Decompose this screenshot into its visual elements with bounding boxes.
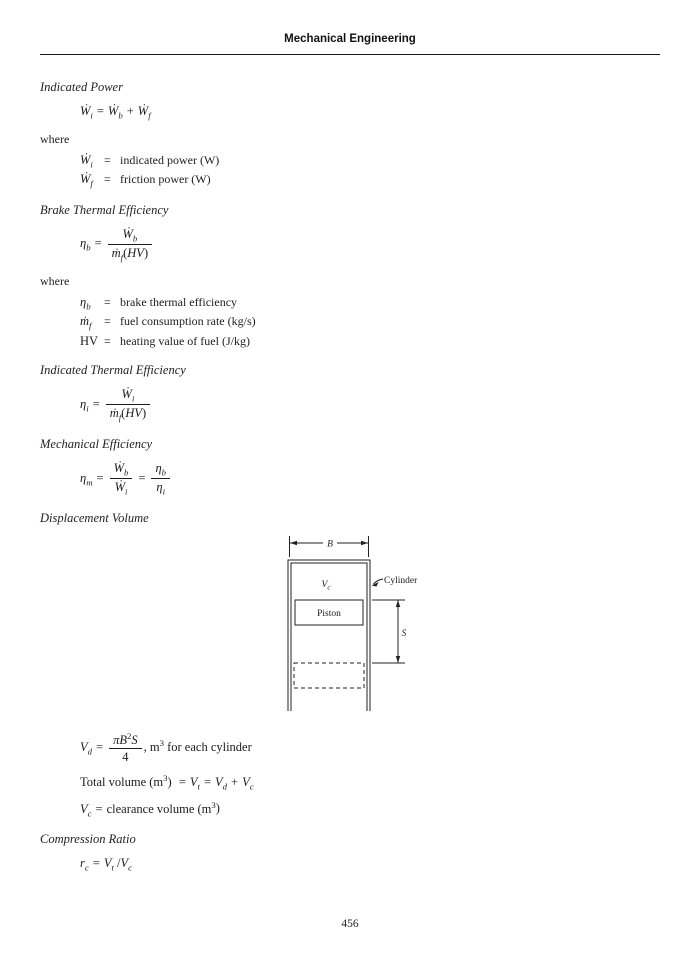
page-number: 456 [341, 918, 359, 930]
bore-dimension-arrow [290, 536, 369, 557]
piston-bdc-dashed [294, 663, 364, 688]
section-heading: Mechanical Efficiency [40, 436, 153, 451]
bore-label: B [327, 539, 333, 550]
definition-row [80, 295, 660, 312]
where-label: where [40, 131, 70, 146]
definition-equals: = [104, 152, 111, 167]
page-header [40, 0, 660, 55]
definition-row [80, 334, 660, 349]
definition-list [80, 153, 660, 189]
formula-indicated-thermal-efficiency: $\eta_i$ = $\frac{Ẇ_i}{ṁ_f(HV)}$ [80, 387, 660, 423]
formula-compression-ratio: $r_c = V_t$ $/V_c$ [80, 856, 133, 873]
piston-rect [295, 600, 363, 625]
definition-list [80, 295, 660, 349]
section-indicated-power [40, 80, 660, 189]
section-heading: Compression Ratio [40, 832, 136, 847]
definition-desc: friction power (W) [120, 172, 211, 186]
clearance-volume-label: $V_c$ [321, 579, 331, 592]
formula-mechanical-efficiency: $\eta_m$ = $\frac{Ẇ_b}{Ẇ_i}$ = $\frac{\eta_b}{\eta_i}$ [80, 461, 660, 497]
definition-equals: = [104, 333, 111, 348]
formula-indicated-power: Ẇ$_i$ = Ẇ$_b$ + Ẇ$_f$ [80, 104, 151, 121]
section-indicated-thermal-efficiency [40, 363, 660, 423]
definition-term: ṁ$_f$ [80, 314, 92, 331]
definition-desc: indicated power (W) [120, 152, 220, 167]
stroke-label: S [401, 628, 407, 639]
total-volume-line: Total volume $(m^3) = V_t = V_d + V_c$ [80, 772, 254, 792]
definition-desc: heating value of fuel (J/kg) [120, 333, 250, 348]
header-rule [40, 54, 660, 55]
definition-term: HV [80, 333, 99, 348]
definition-desc: fuel consumption rate (kg/s) [120, 314, 256, 329]
clearance-volume-line: $V_c$ = clearance volume $(m^3)$ [80, 799, 220, 819]
section-heading: Indicated Thermal Efficiency [40, 362, 186, 377]
page-footer [0, 918, 700, 930]
cylinder-diagram-wrap [252, 530, 660, 722]
definition-row [80, 153, 660, 170]
section-brake-thermal-efficiency [40, 203, 660, 349]
definition-row [80, 172, 660, 189]
definition-term: Ẇ$_i$ [80, 152, 93, 169]
definition-term: $\eta_b$ [80, 294, 91, 312]
stroke-dimension-arrow [372, 600, 407, 663]
definition-row [80, 314, 660, 331]
where-label: where [40, 273, 70, 288]
definition-term: Ẇ$_f$ [80, 172, 93, 189]
definition-equals: = [104, 314, 111, 329]
definition-desc: brake thermal efficiency [120, 294, 238, 309]
section-heading: Indicated Power [40, 80, 123, 94]
section-compression-ratio [40, 832, 660, 873]
definition-equals: = [104, 294, 111, 309]
piston-label: Piston [317, 608, 341, 619]
cylinder-callout [372, 576, 419, 587]
formula-displacement-volume: $V_d$ = $\frac{\pi B^2S}{4}$ , $m^3$ for each cylinder [80, 730, 252, 765]
formula-brake-thermal-efficiency: $\eta_b$ = $\frac{Ẇ_b}{ṁ_f(HV)}$ [80, 227, 660, 263]
section-heading: Displacement Volume [40, 510, 149, 525]
chapter-title: Mechanical Engineering [284, 33, 416, 45]
cylinder-piston-diagram [252, 530, 462, 722]
cylinder-label: Cylinder [384, 575, 418, 586]
section-heading: Brake Thermal Efficiency [40, 202, 169, 217]
definition-equals: = [104, 172, 111, 186]
section-displacement-volume [40, 511, 660, 818]
section-mechanical-efficiency [40, 437, 660, 497]
